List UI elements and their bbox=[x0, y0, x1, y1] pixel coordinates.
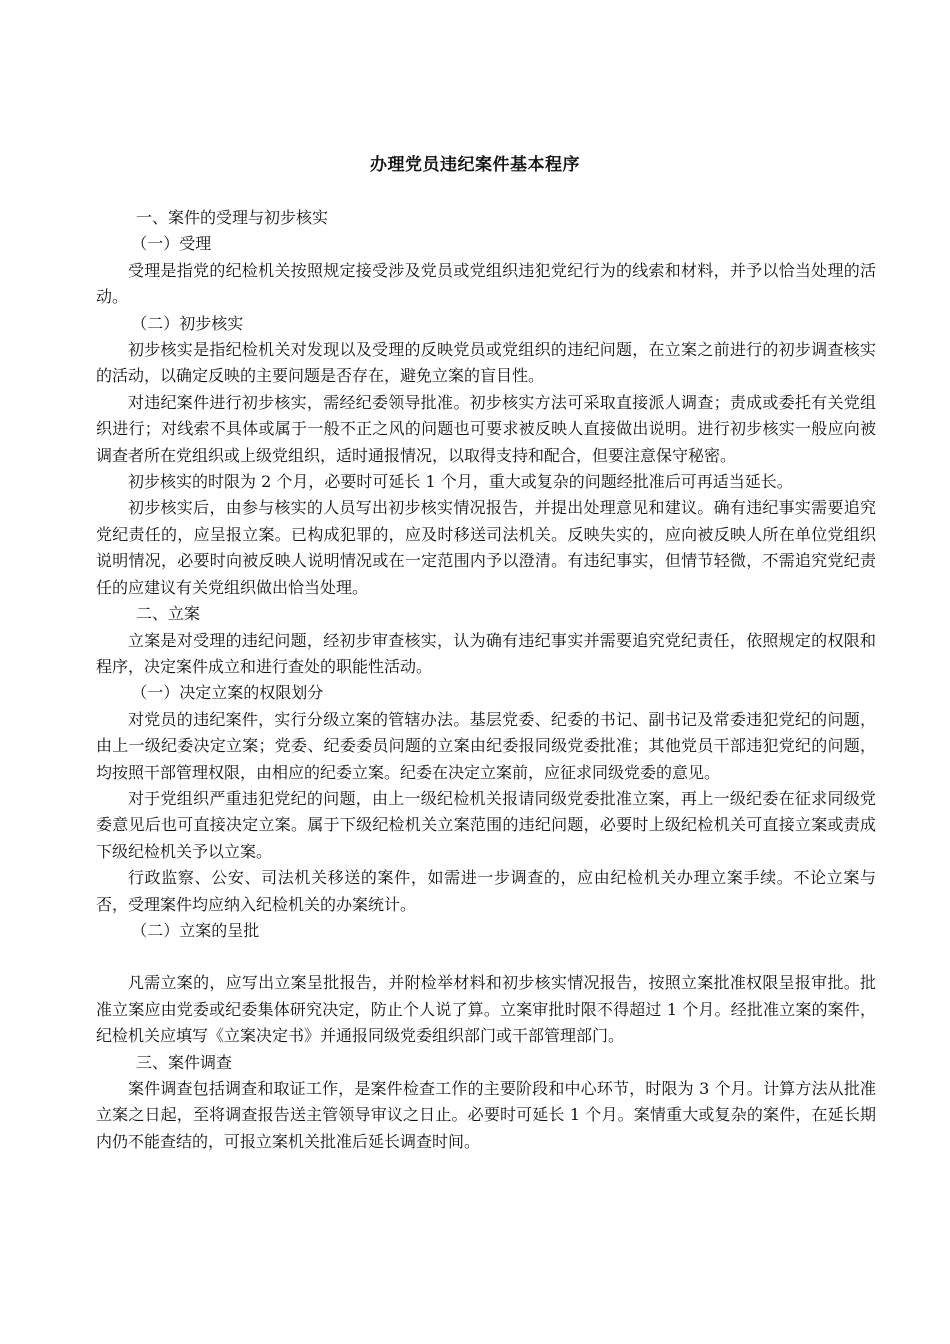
body-paragraph: 立案是对受理的违纪问题，经初步审查核实，认为确有违纪事实并需要追究党纪责任，依照规定的权限和程序，决定案件成立和进行查处的职能性活动。 bbox=[96, 630, 876, 676]
subsection-heading: （一）决定立案的权限划分 bbox=[131, 683, 324, 703]
subsection-heading: （一）受理 bbox=[131, 234, 212, 254]
body-paragraph: 对违纪案件进行初步核实，需经纪委领导批准。初步核实方法可采取直接派人调查；责成或委托有关党组织进行；对线索不具体或属于一般不正之风的问题也可要求被反映人直接做出说明。进行初步核实一般应向被调查者所在党组织或上级党组织，适时通报情况，以取得支持和配合，但要注意保守秘密。 bbox=[96, 392, 876, 465]
body-paragraph: 初步核实的时限为 2 个月，必要时可延长 1 个月，重大或复杂的问题经批准后可再适当延长。 bbox=[128, 472, 793, 492]
body-paragraph: 初步核实后，由参与核实的人员写出初步核实情况报告，并提出处理意见和建议。确有违纪事实需要追究党纪责任的，应呈报立案。已构成犯罪的，应及时移送司法机关。反映失实的，应向被反映人所在单位党组织说明情况，必要时向被反映人说明情况或在一定范围内予以澄清。有违纪事实，但情节轻微，不需追究党纪责任的应建议有关党组织做出恰当处理。 bbox=[96, 498, 876, 597]
body-paragraph: 凡需立案的，应写出立案呈批报告，并附检举材料和初步核实情况报告，按照立案批准权限呈报审批。批准立案应由党委或纪委集体研究决定，防止个人说了算。立案审批时限不得超过 1 个月。经批准立案的案件，纪检机关应填写《立案决定书》并通报同级党委组织部门或干部管理部门。 bbox=[96, 973, 876, 1046]
body-paragraph: 案件调查包括调查和取证工作，是案件检查工作的主要阶段和中心环节，时限为 3 个月。计算方法从批准立案之日起，至将调查报告送主管领导审议之日止。必要时可延长 1 个月。案情重大或复杂的案件，在延长期内仍不能查结的，可报立案机关批准后延长调查时间。 bbox=[96, 1079, 876, 1151]
document-body bbox=[96, 205, 876, 1155]
body-paragraph: 对于党组织严重违犯党纪的问题，由上一级纪检机关报请同级党委批准立案，再上一级纪委在征求同级党委意见后也可直接决定立案。属于下级纪检机关立案范围的违纪问题，必要时上级纪检机关可直接立案或责成下级纪检机关予以立案。 bbox=[96, 788, 876, 861]
document-title: 办理党员违纪案件基本程序 bbox=[370, 155, 580, 175]
subsection-heading: （二）立案的呈批 bbox=[131, 920, 260, 940]
body-paragraph: 受理是指党的纪检机关按照规定接受涉及党员或党组织违犯党纪行为的线索和材料，并予以恰当处理的活动。 bbox=[96, 260, 876, 307]
blank-line bbox=[96, 944, 876, 970]
section-heading: 一、案件的受理与初步核实 bbox=[136, 208, 329, 227]
body-paragraph: 初步核实是指纪检机关对发现以及受理的反映党员或党组织的违纪问题，在立案之前进行的初步调查核实的活动，以确定反映的主要问题是否存在，避免立案的盲目性。 bbox=[96, 340, 876, 386]
body-paragraph: 行政监察、公安、司法机关移送的案件，如需进一步调查的，应由纪检机关办理立案手续。不论立案与否，受理案件均应纳入纪检机关的办案统计。 bbox=[96, 868, 876, 914]
section-heading: 三、案件调查 bbox=[136, 1052, 233, 1072]
subsection-heading: （二）初步核实 bbox=[131, 313, 244, 333]
body-paragraph: 对党员的违纪案件，实行分级立案的管辖办法。基层党委、纪委的书记、副书记及常委违犯党纪的问题，由上一级纪委决定立案；党委、纪委委员问题的立案由纪委报同级党委批准；其他党员干部违犯党纪的问题，均按照干部管理权限，由相应的纪委立案。纪委在决定立案前，应征求同级党委的意见。 bbox=[96, 709, 876, 782]
section-heading: 二、立案 bbox=[136, 604, 201, 624]
